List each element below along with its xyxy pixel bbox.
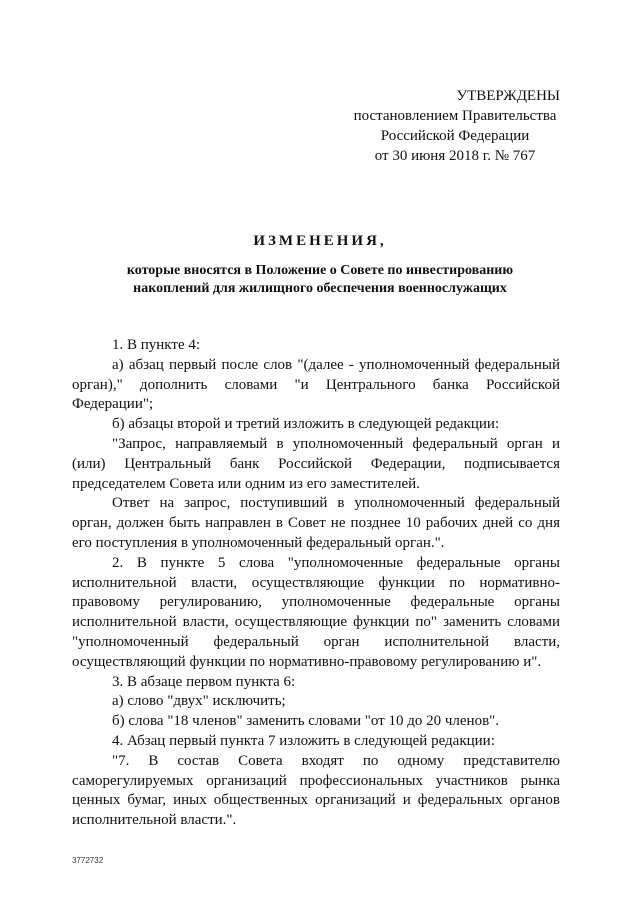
paragraph: б) слова "18 членов" заменить словами "от 10 до 20 членов".	[112, 713, 500, 730]
paragraph: 4. Абзац первый пункта 7 изложить в следующей редакции:	[112, 732, 495, 749]
subtitle-line-1: которые вносятся в Положение о Совете по инвестированию	[126, 263, 514, 278]
approval-stamp: УТВЕРЖДЕНЫ	[456, 88, 560, 104]
approval-issuer: постановлением Правительства	[353, 108, 557, 124]
paragraph: 2. В пункте 5 слова "уполномоченные федеральные органы исполнительной власти, осуществляющие функции по нормативно-правовому регулированию, уполномоченные федеральные органы исполнительной власти, осуществляющие функции по" заменить словами "уполномоченный федеральный орган исполнительной власти, осуществляющий функции по нормативно-правовому регулированию и".	[72, 554, 560, 670]
document-subtitle	[90, 262, 550, 298]
approval-country: Российской Федерации	[380, 128, 530, 144]
paragraph: 3. В абзаце первом пункта 6:	[112, 673, 296, 690]
document-title: ИЗМЕНЕНИЯ,	[253, 233, 387, 249]
approval-block	[330, 86, 580, 166]
paragraph: б) абзацы второй и третий изложить в следующей редакции:	[112, 416, 500, 433]
subtitle-line-2: накоплений для жилищного обеспечения военнослужащих	[133, 281, 507, 296]
document-number: 3772732	[72, 856, 104, 865]
paragraph: Ответ на запрос, поступивший в уполномоченный федеральный орган, должен быть направлен в Совет не позднее 10 рабочих дней со дня его поступления в уполномоченный федеральный орган.".	[72, 495, 560, 551]
paragraph: а) абзац первый после слов "(далее - уполномоченный федеральный орган)," дополнить словами "и Центрального банка Российской Федерации";	[72, 356, 560, 413]
paragraph: 1. В пункте 4:	[112, 337, 201, 353]
paragraph: "7. В состав Совета входят по одному представителю саморегулируемых организаций профессиональных участников рынка ценных бумаг, иных общественных организаций и федеральных органов исполнительной власти.".	[72, 752, 560, 829]
approval-date-number: от 30 июня 2018 г. № 767	[374, 148, 536, 164]
paragraph: "Запрос, направляемый в уполномоченный федеральный орган и (или) Центральный банк Российской Федерации, подписывается председателем Совета или одним из его заместителей.	[72, 435, 560, 492]
document-body	[72, 336, 560, 831]
paragraph: а) слово "двух" исключить;	[112, 693, 286, 710]
